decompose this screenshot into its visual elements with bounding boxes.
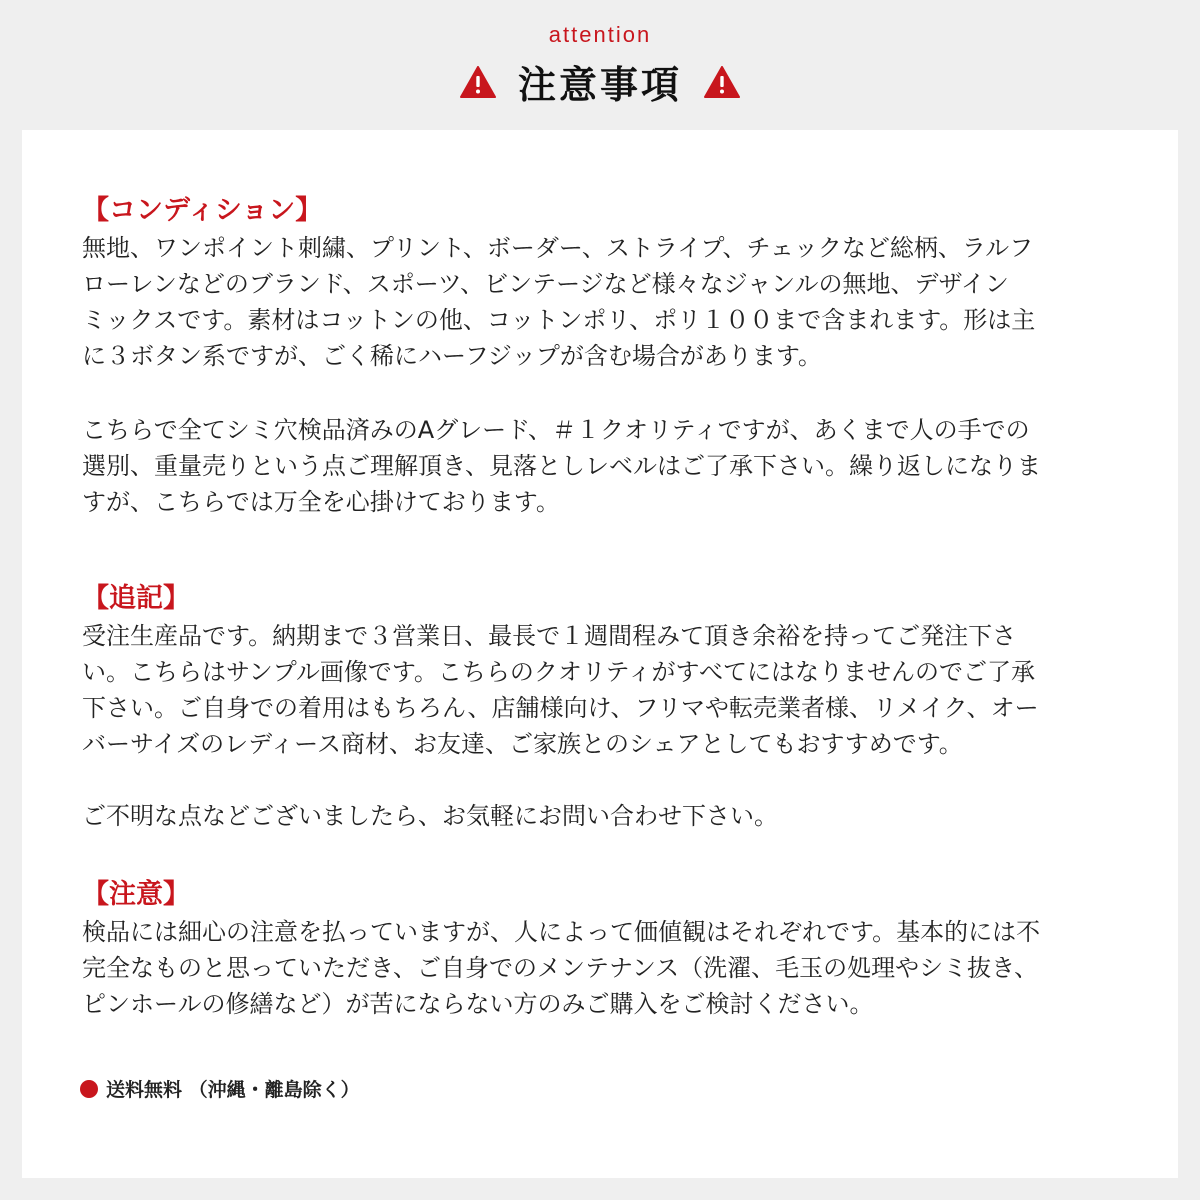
shipping-note-text: 送料無料 （沖縄・離島除く）: [106, 1079, 360, 1101]
caution-paragraph-1: 検品には細心の注意を払っていますが、人によって価値観はそれぞれです。基本的には不 完全なものと思っていただき、ご自身でのメンテナンス（洗濯、毛玉の処理やシミ抜き、 ピンホールの修繕など）が苦にならない方のみご購入をご検討ください。: [82, 918, 1041, 1018]
attention-label: attention: [548, 22, 652, 47]
title-row: [0, 54, 1200, 109]
bullet-dot-icon: [80, 1080, 98, 1098]
shipping-note: [80, 1075, 360, 1102]
page-title: 注意事項: [517, 63, 682, 107]
addendum-paragraph-1: 受注生産品です。納期まで３営業日、最長で１週間程みて頂き余裕を持ってご発注下さ い。こちらはサンプル画像です。こちらのクオリティがすべてにはなりませんのでご了承 下さい。ご自身での着用はもちろん、店舗様向け、フリマや転売業者様、リメイク、オー バーサイズのレディース商材、お友達、ご家族とのシェアとしてもおすすめです。: [82, 622, 1039, 758]
content-panel: [22, 130, 1178, 1178]
warning-triangle-icon: [704, 66, 740, 98]
addendum-heading: 【追記】: [82, 583, 190, 614]
warning-triangle-icon: [460, 66, 496, 98]
page-header: [0, 0, 1200, 130]
condition-paragraph-2: こちらで全てシミ穴検品済みのAグレード、＃１クオリティですが、あくまで人の手での 選別、重量売りという点ご理解頂き、見落としレベルはご了承下さい。繰り返しになりま すが、こちらでは万全を心掛けております。: [82, 416, 1042, 516]
condition-paragraph-1: 無地、ワンポイント刺繍、プリント、ボーダー、ストライプ、チェックなど総柄、ラルフ ローレンなどのブランド、スポーツ、ビンテージなど様々なジャンルの無地、デザイン ミックスです。素材はコットンの他、コットンポリ、ポリ１００まで含まれます。形は主 に３ボタン系ですが、ごく稀にハーフジップが含む場合があります。: [82, 234, 1036, 370]
condition-heading: 【コンディション】: [82, 195, 323, 226]
addendum-paragraph-2: ご不明な点などございましたら、お気軽にお問い合わせ下さい。: [82, 802, 778, 830]
caution-heading: 【注意】: [82, 879, 190, 910]
